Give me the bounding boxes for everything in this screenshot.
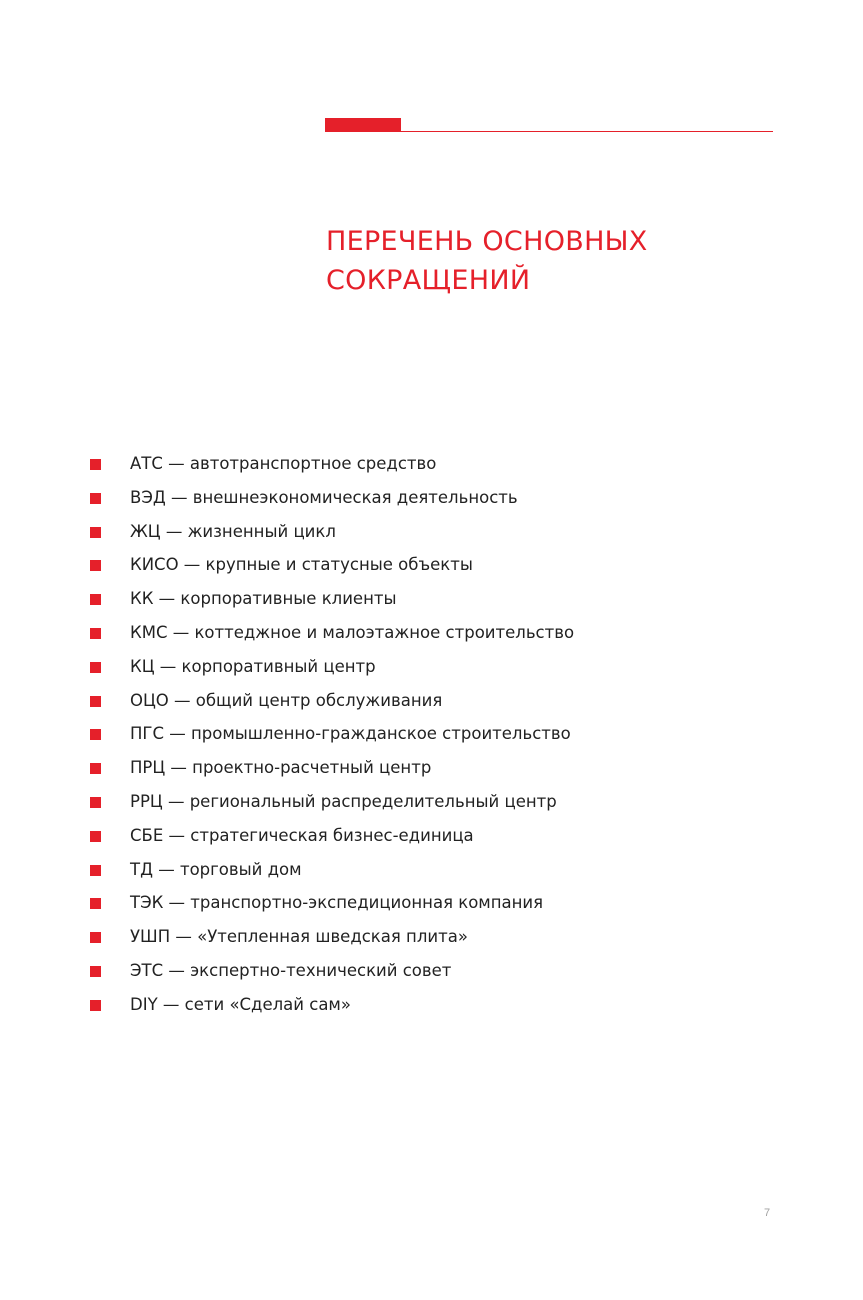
list-item	[88, 993, 574, 1027]
bullet-square-icon	[90, 459, 101, 470]
header-rule-line	[325, 131, 773, 132]
list-item	[88, 486, 574, 520]
list-item	[88, 452, 574, 486]
bullet-square-icon	[90, 527, 101, 538]
list-item-text: ТД — торговый дом	[130, 859, 302, 879]
list-item	[88, 891, 574, 925]
bullet-square-icon	[90, 729, 101, 740]
list-item-text: КК — корпоративные клиенты	[130, 589, 397, 609]
list-item-text: ЭТС — экспертно-технический совет	[130, 960, 452, 980]
list-item-text: УШП — «Утепленная шведская плита»	[130, 927, 468, 947]
bullet-square-icon	[90, 696, 101, 707]
list-item	[88, 689, 574, 723]
list-item	[88, 858, 574, 892]
page-title-line-2: СОКРАЩЕНИЙ	[326, 265, 531, 296]
bullet-square-icon	[90, 1000, 101, 1011]
bullet-square-icon	[90, 763, 101, 774]
list-item-text: DIY — сети «Сделай сам»	[130, 994, 351, 1014]
list-item-text: КМС — коттеджное и малоэтажное строительство	[130, 622, 575, 642]
header-rule	[325, 118, 773, 132]
list-item-text: АТС — автотранспортное средство	[130, 454, 437, 473]
list-item	[88, 587, 574, 621]
bullet-square-icon	[90, 594, 101, 605]
bullet-square-icon	[90, 493, 101, 504]
bullet-square-icon	[90, 628, 101, 639]
list-item-text: ЖЦ — жизненный цикл	[130, 521, 336, 541]
list-item	[88, 959, 574, 993]
list-item-text: ПРЦ — проектно-расчетный центр	[130, 758, 432, 778]
page-title	[326, 222, 786, 300]
list-item	[88, 655, 574, 689]
list-item-text: РРЦ — региональный распределительный центр	[130, 791, 557, 811]
list-item-text: СБЕ — стратегическая бизнес-единица	[130, 825, 474, 845]
list-item-text: КЦ — корпоративный центр	[130, 656, 376, 676]
list-item	[88, 553, 574, 587]
list-item	[88, 621, 574, 655]
list-item-text: ПГС — промышленно-гражданское строительство	[130, 724, 571, 744]
list-item-text: ОЦО — общий центр обслуживания	[130, 690, 443, 710]
page-number: 7	[764, 1207, 771, 1219]
list-item-text: ВЭД — внешнеэкономическая деятельность	[130, 487, 518, 507]
list-item-text: ТЭК — транспортно-экспедиционная компания	[130, 893, 544, 913]
bullet-square-icon	[90, 865, 101, 876]
bullet-square-icon	[90, 662, 101, 673]
bullet-square-icon	[90, 560, 101, 571]
bullet-square-icon	[90, 966, 101, 977]
bullet-square-icon	[90, 797, 101, 808]
page-title-line-1: ПЕРЕЧЕНЬ ОСНОВНЫХ	[326, 226, 648, 257]
list-item-text: КИСО — крупные и статусные объекты	[130, 555, 473, 575]
bullet-square-icon	[90, 932, 101, 943]
list-item	[88, 925, 574, 959]
bullet-square-icon	[90, 898, 101, 909]
header-rule-accent-bar	[325, 118, 401, 132]
list-item	[88, 790, 574, 824]
bullet-square-icon	[90, 831, 101, 842]
list-item	[88, 520, 574, 554]
abbreviation-list	[88, 452, 574, 1027]
list-item	[88, 722, 574, 756]
list-item	[88, 756, 574, 790]
list-item	[88, 824, 574, 858]
